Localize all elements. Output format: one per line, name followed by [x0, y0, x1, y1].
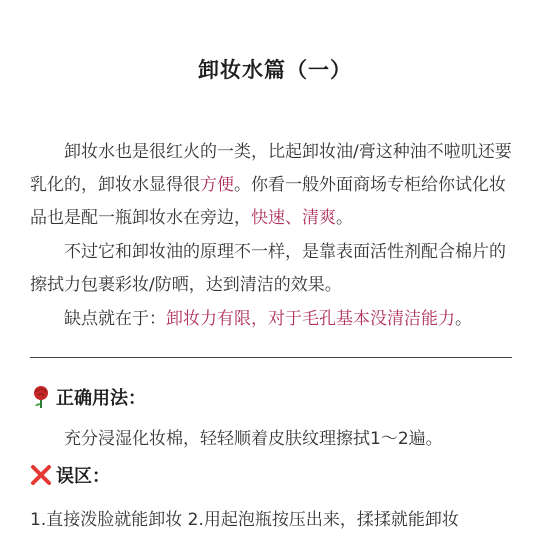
- mistakes-heading: [30, 462, 110, 488]
- page-title: 卸妆水篇（一）: [198, 58, 352, 82]
- rose-icon: [30, 385, 52, 409]
- drawback-highlight: 卸妆力有限，对于毛孔基本没清洁能力: [166, 309, 455, 329]
- correct-usage-heading-text: 正确用法：: [56, 388, 146, 409]
- intro-text-3: 。: [336, 208, 353, 228]
- mistakes-text: 1.直接泼脸就能卸妆 2.用起泡瓶按压出来，揉揉就能卸妆: [30, 510, 459, 530]
- intro-text-1: 卸妆水也是很红火的一类，比起卸妆油/膏这种油不啦叽还要乳化的，卸妆水显得很: [30, 142, 512, 195]
- drawback-paragraph: [30, 303, 520, 336]
- mistakes-heading-text: 误区：: [56, 466, 110, 487]
- cross-mark-icon: [30, 463, 52, 487]
- drawback-end: 。: [455, 309, 472, 329]
- principle-paragraph: 不过它和卸妆油的原理不一样，是靠表面活性剂配合棉片的擦拭力包裹彩妆/防晒，达到清洁的效果。: [30, 242, 506, 295]
- correct-usage-heading: [30, 384, 146, 410]
- intro-text-2: 。你看一般外面商场专柜给你试化妆品也是配一瓶卸妆水在旁边，: [30, 175, 506, 228]
- intro-paragraph: [30, 136, 520, 235]
- section-divider: [30, 357, 512, 358]
- correct-usage-text: 充分浸湿化妆棉，轻轻顺着皮肤纹理擦拭1～2遍。: [64, 429, 443, 449]
- intro-highlight-fast-fresh: 快速、清爽: [251, 208, 336, 228]
- drawback-label: 缺点就在于：: [64, 309, 166, 329]
- intro-highlight-convenient: 方便: [200, 175, 234, 195]
